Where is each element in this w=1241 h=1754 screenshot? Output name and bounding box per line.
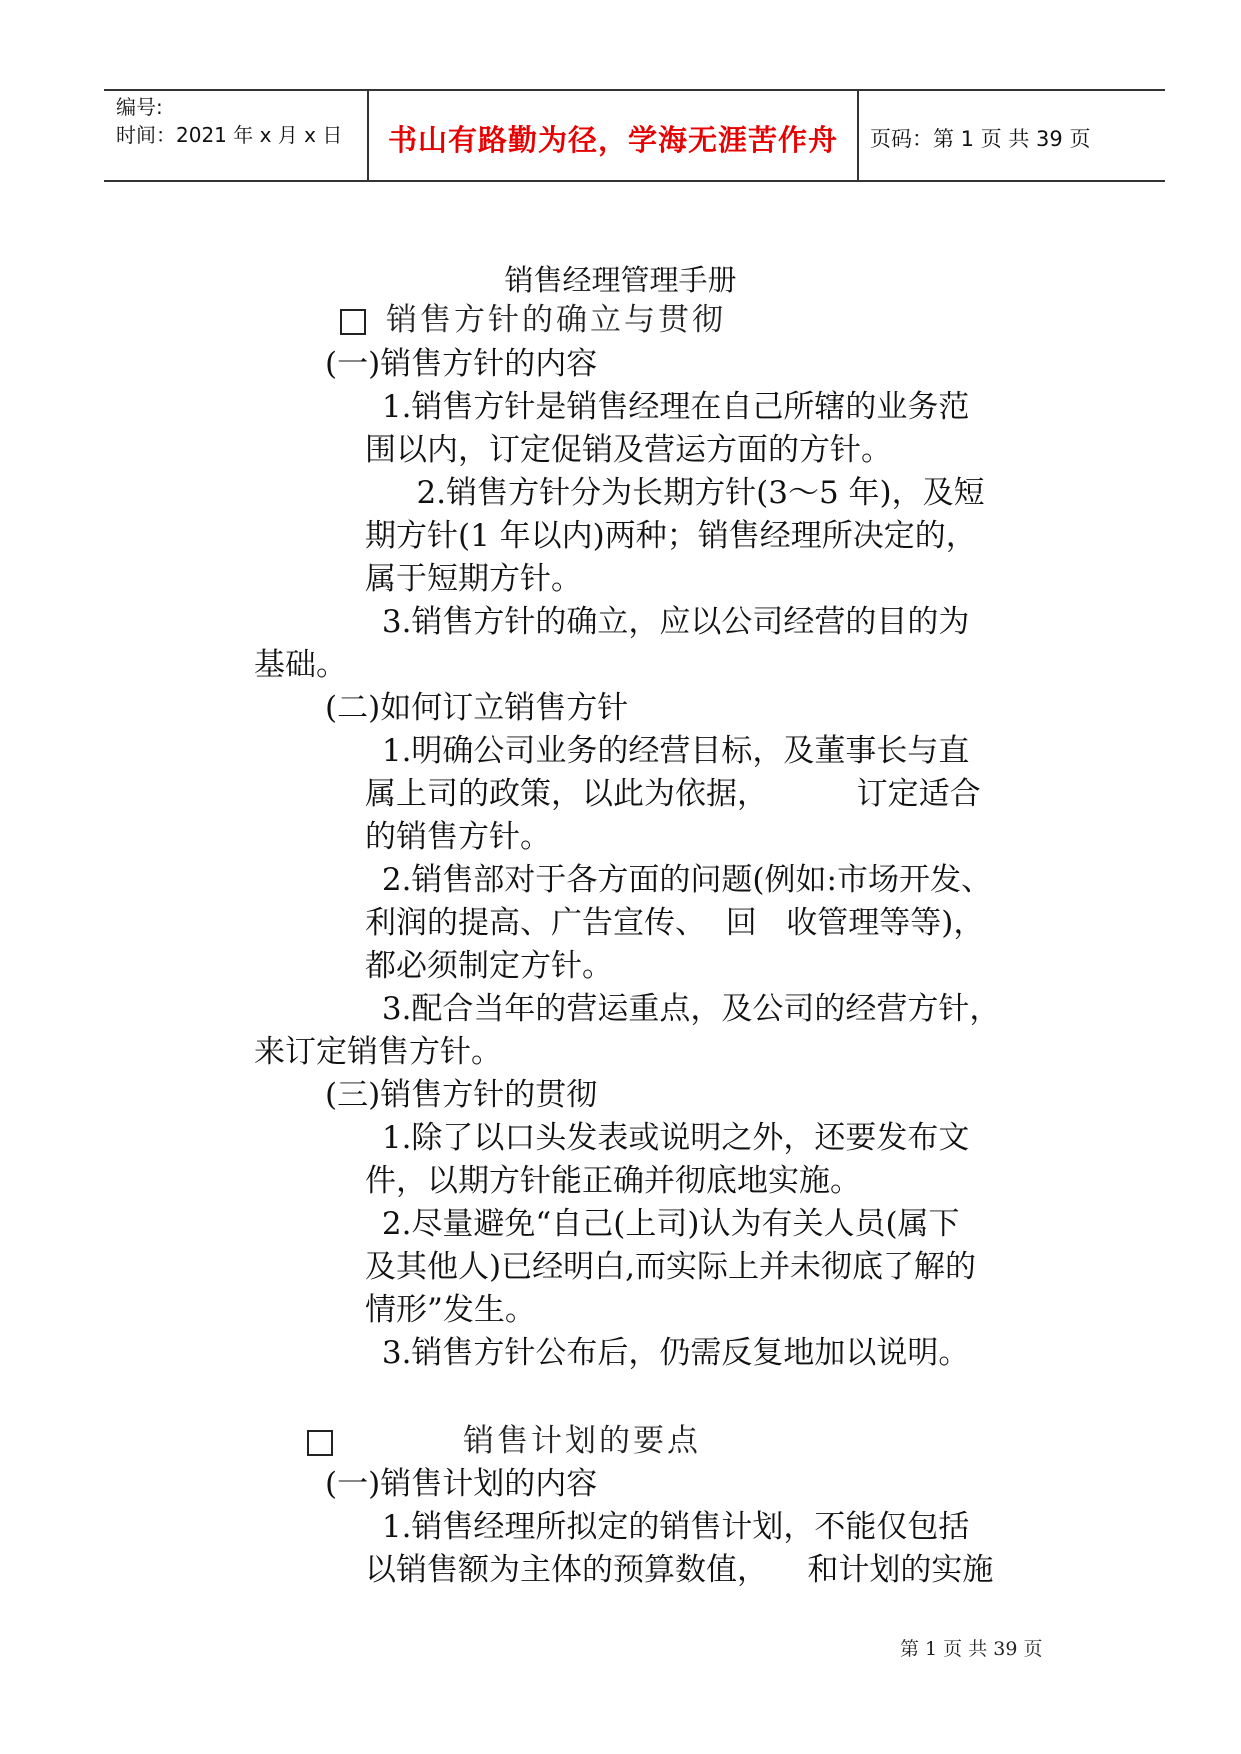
subsection-heading: (一)销售计划的内容	[325, 1466, 598, 1502]
header-top-rule	[104, 89, 1165, 91]
paragraph-line: 1.销售方针是销售经理在自己所辖的业务范	[372, 389, 970, 425]
paragraph-line: 1.除了以口头发表或说明之外，还要发布文	[372, 1120, 970, 1156]
paragraph-line: 以销售额为主体的预算数值， 和计划的实施	[365, 1552, 994, 1588]
paragraph-line: 2.销售部对于各方面的问题(例如:市场开发、	[372, 862, 992, 898]
paragraph-line: 期方针(1 年以内)两种；销售经理所决定的，	[365, 518, 977, 554]
header-meta	[116, 93, 342, 149]
paragraph-line: 情形”发生。	[365, 1292, 536, 1328]
paragraph-line: 件，以期方针能正确并彻底地实施。	[365, 1163, 861, 1199]
paragraph-line: 2.尽量避免“自己(上司)认为有关人员(属下	[372, 1206, 960, 1242]
time-label: 时间：2021 年 x 月 x 日	[116, 123, 343, 147]
page-footer: 第 1 页 共 39 页	[900, 1638, 1043, 1660]
section1-heading	[340, 300, 726, 340]
checkbox-icon	[307, 1430, 333, 1456]
header-page-info: 页码：第 1 页 共 39 页	[870, 127, 1091, 151]
paragraph-line: 来订定销售方针。	[254, 1034, 502, 1070]
paragraph-line: 1.销售经理所拟定的销售计划，不能仅包括	[372, 1509, 970, 1545]
paragraph-line: 的销售方针。	[365, 819, 551, 855]
section1-heading-text: 销售方针的确立与贯彻	[386, 302, 726, 338]
paragraph-line: 基础。	[254, 647, 347, 683]
paragraph-line: 3.配合当年的营运重点，及公司的经营方针，	[372, 991, 1001, 1027]
header-divider-right	[857, 89, 859, 182]
header-bottom-rule	[104, 180, 1165, 182]
document-title: 销售经理管理手册	[504, 263, 737, 297]
paragraph-line: 属上司的政策，以此为依据， 订定适合	[365, 776, 981, 812]
paragraph-line: 利润的提高、广告宣传、 回 收管理等等)，	[365, 905, 985, 941]
paragraph-line: 1.明确公司业务的经营目标，及董事长与直	[372, 733, 970, 769]
section2-heading-text: 销售计划的要点	[463, 1423, 701, 1459]
subsection-heading: (一)销售方针的内容	[325, 346, 598, 382]
subsection-heading: (二)如何订立销售方针	[325, 690, 629, 726]
paragraph-line: 3.销售方针的确立，应以公司经营的目的为	[372, 604, 970, 640]
paragraph-line: 及其他人)已经明白,而实际上并未彻底了解的	[365, 1249, 976, 1285]
paragraph-line: 3.销售方针公布后，仍需反复地加以说明。	[372, 1335, 970, 1371]
checkbox-icon	[340, 309, 366, 335]
section2-heading	[307, 1421, 701, 1461]
header-motto: 书山有路勤为径，学海无涯苦作舟	[387, 123, 838, 157]
paragraph-line: 2.销售方针分为长期方针(3～5 年)，及短	[387, 475, 985, 511]
paragraph-line: 属于短期方针。	[365, 561, 582, 597]
paragraph-line: 围以内，订定促销及营运方面的方针。	[365, 432, 892, 468]
subsection-heading: (三)销售方针的贯彻	[325, 1077, 598, 1113]
paragraph-line: 都必须制定方针。	[365, 948, 613, 984]
number-label: 编号:	[116, 95, 163, 119]
